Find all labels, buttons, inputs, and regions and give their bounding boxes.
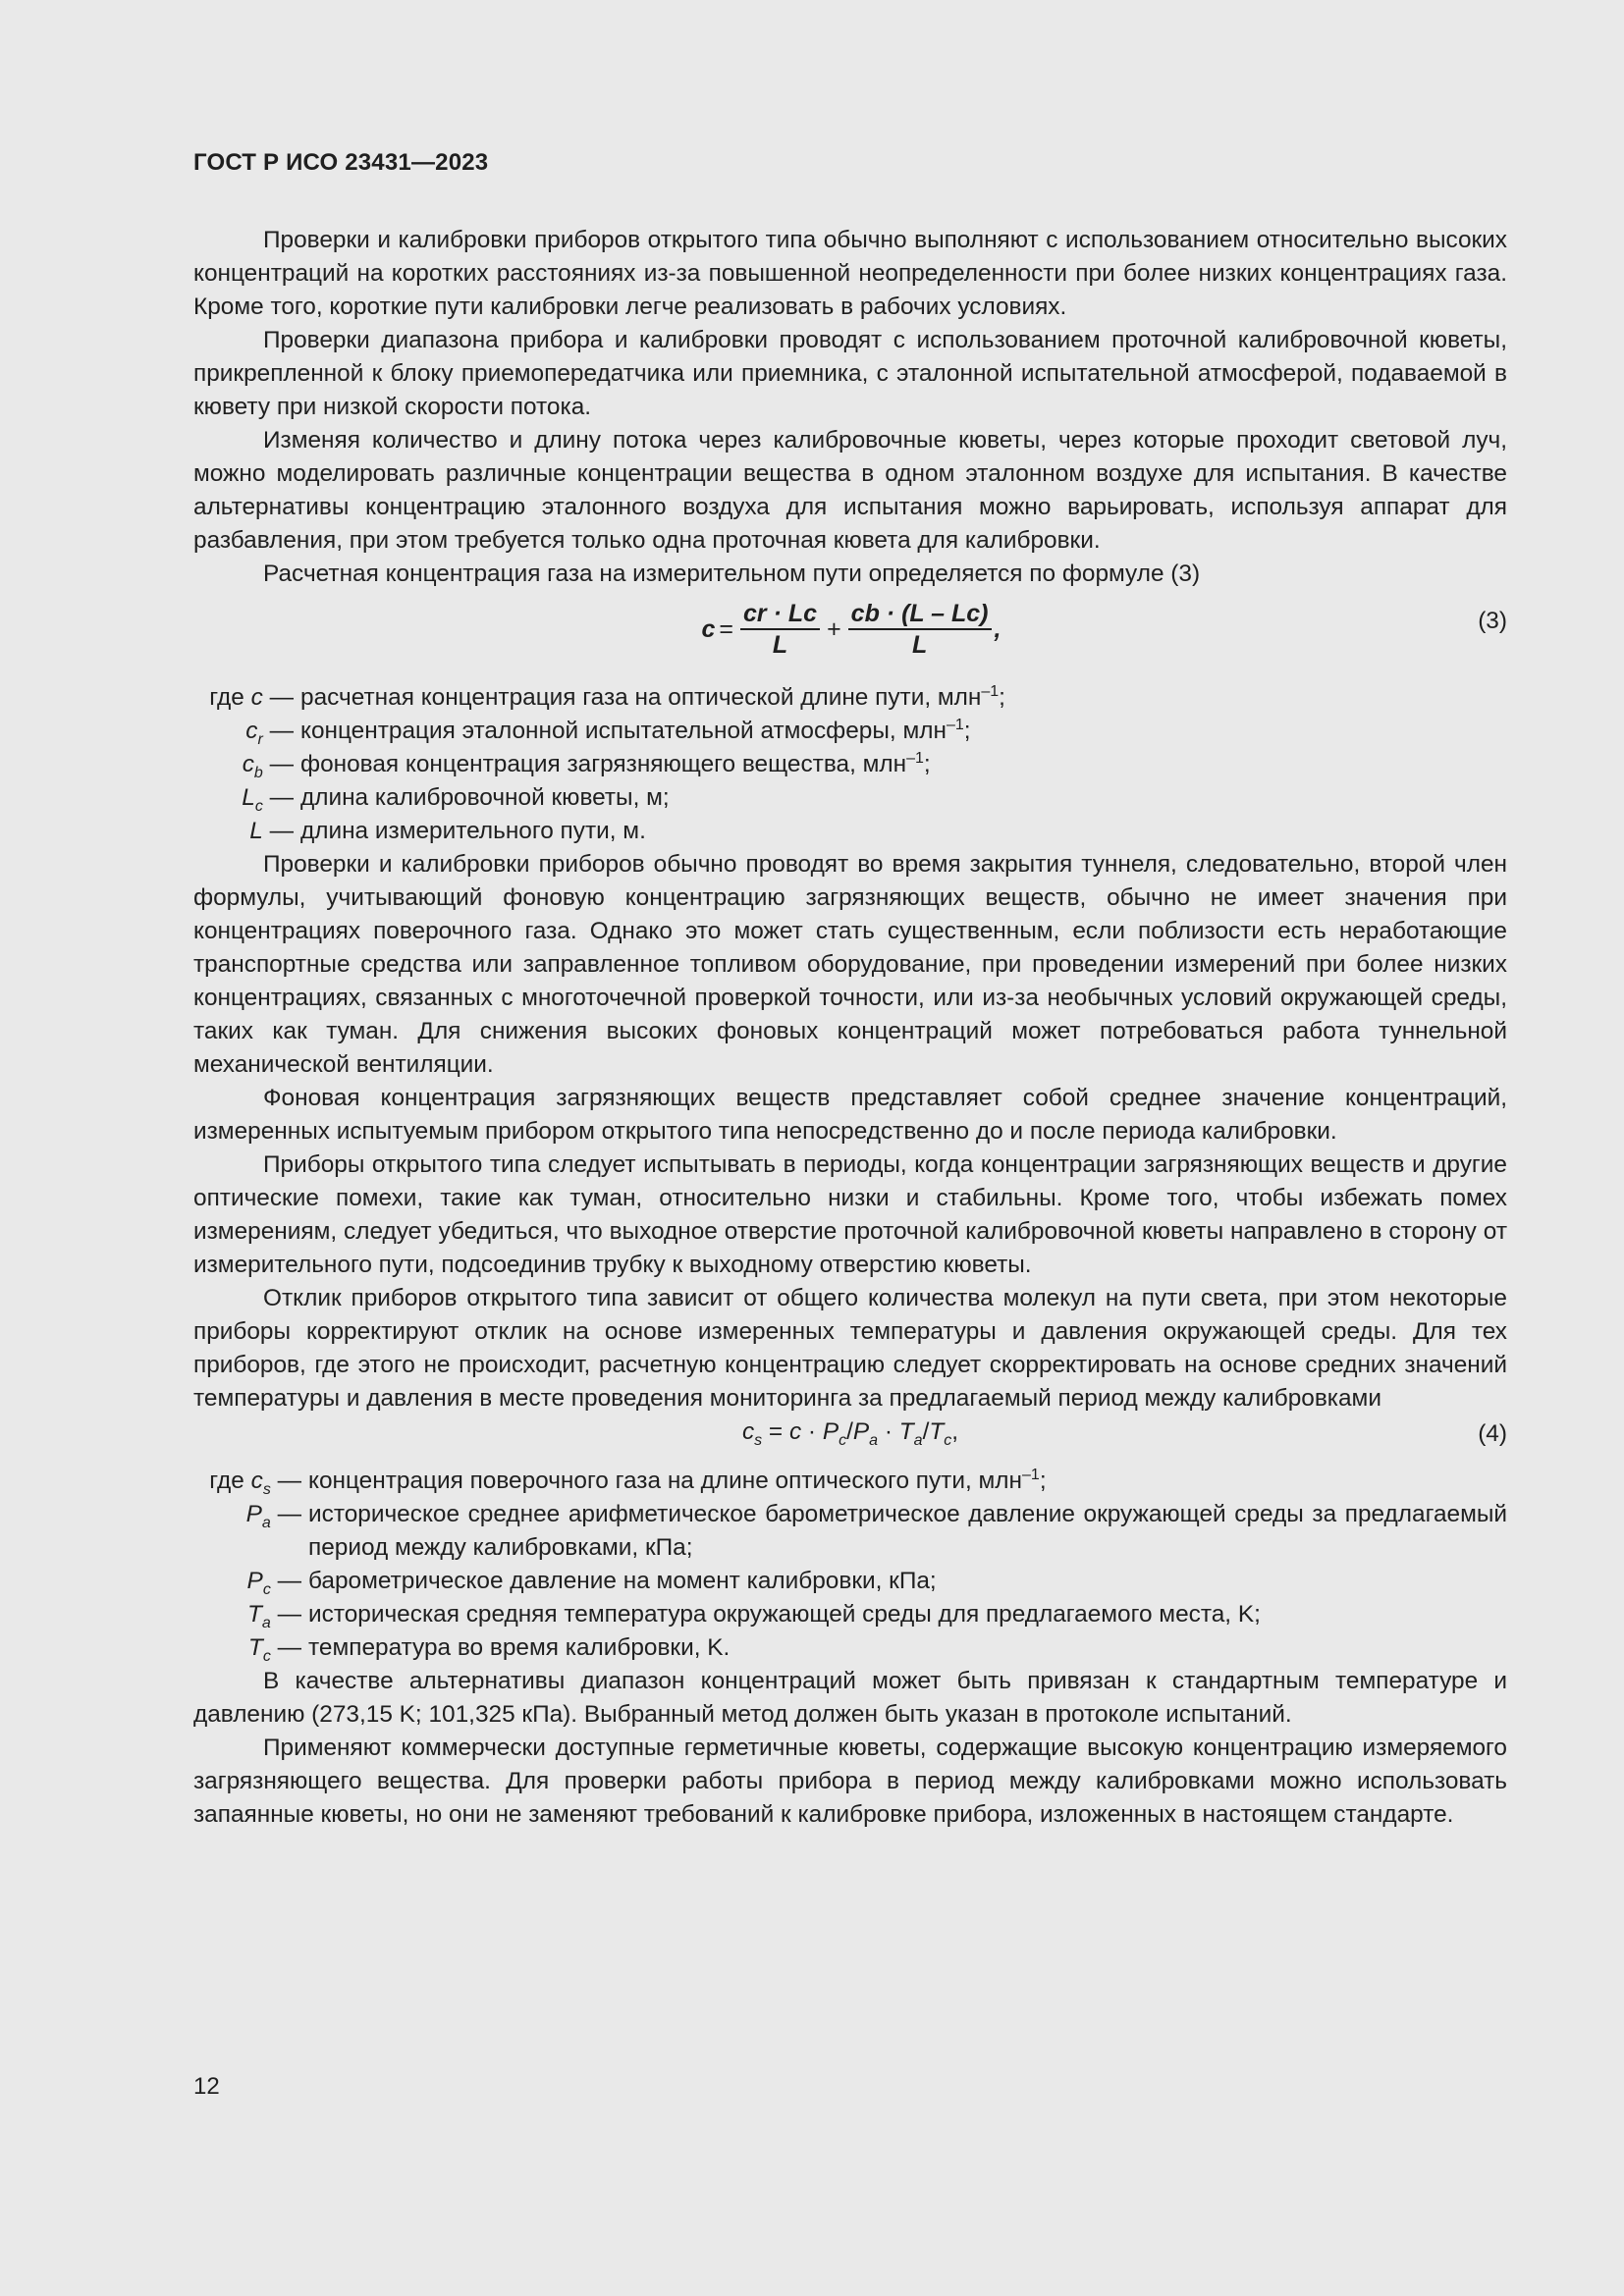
formula-3-fraction-2 bbox=[848, 599, 992, 660]
definition-text bbox=[308, 1598, 1507, 1631]
definition-text bbox=[300, 715, 1507, 748]
formula-3 bbox=[193, 599, 1507, 671]
formula-4-symbol: P bbox=[822, 1418, 839, 1445]
definition-description: температура во время калибровки, K. bbox=[308, 1634, 731, 1661]
definition-variable: L bbox=[249, 818, 263, 844]
paragraph: Изменяя количество и длину потока через калибровочные кюветы, через которые проходит световой луч, можно моделировать различные концентрации вещества в одном эталонном воздухе для испытания. В качестве альтернативы концентрацию эталонного воздуха для испытания можно варьировать, используя аппарат для разбавления, при этом требуется только одна проточная кювета для калибровки. bbox=[193, 427, 1507, 554]
definition-description: длина измерительного пути, м. bbox=[300, 818, 646, 844]
definition-subscript: a bbox=[261, 1614, 271, 1631]
definition-text bbox=[300, 748, 1507, 781]
definition-variable: T bbox=[247, 1634, 263, 1661]
page-body bbox=[193, 224, 1507, 1832]
definition-dash: — bbox=[269, 718, 294, 744]
formula-4-dot: · bbox=[878, 1418, 899, 1445]
definition-variable: L bbox=[242, 784, 255, 811]
formula-4-subscript: s bbox=[754, 1431, 763, 1449]
definition-text bbox=[308, 1565, 1507, 1598]
standard-header: ГОСТ Р ИСО 23431—2023 bbox=[193, 149, 489, 176]
definition-text bbox=[308, 1498, 1507, 1565]
formula-4-definitions bbox=[193, 1465, 1507, 1665]
definition-row bbox=[193, 1631, 1507, 1665]
formula-3-expression bbox=[702, 599, 1001, 660]
definition-symbol bbox=[193, 1465, 308, 1498]
fraction-denominator: L bbox=[911, 631, 928, 659]
formula-3-equals: = bbox=[719, 615, 734, 643]
definition-dash: — bbox=[269, 784, 294, 811]
definition-description: длина калибровочной кюветы, м; bbox=[300, 784, 670, 811]
definition-dash: — bbox=[269, 684, 294, 711]
fraction-numerator: cb · (L – Lc) bbox=[848, 599, 992, 630]
definition-lead: где bbox=[209, 1468, 244, 1494]
definition-row bbox=[193, 748, 1507, 781]
definition-superscript: –1 bbox=[981, 682, 1000, 700]
definition-dash: — bbox=[277, 1601, 301, 1628]
definition-subscript: r bbox=[257, 730, 263, 748]
definition-variable: P bbox=[245, 1501, 262, 1527]
definition-text bbox=[300, 781, 1507, 815]
definition-variable: T bbox=[247, 1601, 262, 1628]
definition-description: барометрическое давление на момент калибровки, кПа; bbox=[308, 1568, 937, 1594]
definition-subscript: c bbox=[254, 797, 263, 815]
definition-row bbox=[193, 1498, 1507, 1565]
formula-4-symbol: P bbox=[852, 1418, 870, 1445]
definition-symbol bbox=[193, 781, 300, 815]
definition-symbol bbox=[193, 815, 300, 848]
definition-variable: c bbox=[245, 718, 258, 744]
formula-4-expression bbox=[741, 1418, 959, 1449]
definition-description: историческая средняя температура окружающей среды для предлагаемого места, K; bbox=[308, 1601, 1261, 1628]
definition-variable: P bbox=[246, 1568, 263, 1594]
definition-symbol bbox=[193, 1631, 308, 1665]
definition-tail: ; bbox=[963, 718, 971, 744]
definition-dash: — bbox=[277, 1634, 301, 1661]
paragraph: Проверки и калибровки приборов открытого типа обычно выполняют с использованием относительно высоких концентраций на коротких расстояниях из-за повышенной неопределенности при более низких концентрациях газа. Кроме того, короткие пути калибровки легче реализовать в рабочих условиях. bbox=[193, 227, 1507, 320]
definition-row bbox=[193, 1598, 1507, 1631]
paragraph: Применяют коммерчески доступные герметичные кюветы, содержащие высокую концентрацию измеряемого загрязняющего вещества. Для проверки работы прибора в период между калибровками можно использовать запаянные кюветы, но они не заменяют требований к калибровке прибора, изложенных в настоящем стандарте. bbox=[193, 1735, 1507, 1828]
paragraph: Проверки и калибровки приборов обычно проводят во время закрытия туннеля, следовательно, второй член формулы, учитывающий фоновую концентрацию загрязняющих веществ, обычно не имеет значения при концентрациях поверочного газа. Однако это может стать существенным, если поблизости есть неработающие транспортные средства или заправленное топливом оборудование, при проведении измерений при более низких концентрациях, связанных с многоточечной проверкой точности, или из-за необычных условий окружающей среды, таких как туман. Для снижения высоких фоновых концентраций может потребоваться работа туннельной механической вентиляции. bbox=[193, 851, 1507, 1078]
definition-symbol bbox=[193, 1598, 308, 1631]
formula-4-subscript: a bbox=[869, 1431, 879, 1449]
definition-dash: — bbox=[277, 1468, 301, 1494]
definition-row bbox=[193, 781, 1507, 815]
formula-3-comma: , bbox=[994, 615, 1001, 643]
formula-3-fraction-1 bbox=[740, 599, 820, 660]
formula-4-symbol: T bbox=[929, 1418, 945, 1445]
definition-subscript: b bbox=[253, 764, 263, 781]
definition-text bbox=[308, 1631, 1507, 1665]
definition-dash: — bbox=[277, 1568, 301, 1594]
definition-variable: c bbox=[250, 1468, 263, 1494]
definition-subscript: c bbox=[262, 1580, 271, 1598]
formula-4-slash: / bbox=[846, 1418, 853, 1445]
definition-dash: — bbox=[269, 818, 294, 844]
definition-symbol bbox=[193, 1498, 308, 1531]
definition-description: концентрация эталонной испытательной атмосферы, млн bbox=[300, 718, 947, 744]
formula-4 bbox=[193, 1415, 1507, 1455]
definition-row bbox=[193, 1565, 1507, 1598]
formula-3-lhs: c bbox=[701, 615, 716, 643]
definition-symbol bbox=[193, 681, 300, 715]
definition-superscript: –1 bbox=[946, 716, 964, 733]
definition-variable: c bbox=[242, 751, 254, 777]
definition-row bbox=[193, 815, 1507, 848]
definition-description: расчетная концентрация газа на оптической длине пути, млн bbox=[300, 684, 982, 711]
formula-4-symbol: c bbox=[788, 1418, 802, 1445]
definition-text bbox=[300, 815, 1507, 848]
definition-tail: ; bbox=[1039, 1468, 1047, 1494]
definition-text bbox=[308, 1465, 1507, 1498]
definition-dash: — bbox=[269, 751, 294, 777]
paragraph: Расчетная концентрация газа на измерительном пути определяется по формуле (3) bbox=[263, 561, 1201, 587]
definition-superscript: –1 bbox=[1022, 1466, 1040, 1483]
paragraph: Отклик приборов открытого типа зависит от общего количества молекул на пути света, при этом некоторые приборы корректируют отклик на основе измеренных температуры и давления окружающей среды. Для тех приборов, где этого не происходит, расчетную концентрацию следует скорректировать на основе средних значений температуры и давления в месте проведения мониторинга за предлагаемый период между калибровками bbox=[193, 1285, 1507, 1412]
definition-subscript: c bbox=[262, 1647, 271, 1665]
page-number: 12 bbox=[193, 2073, 220, 2100]
definition-symbol bbox=[193, 1565, 308, 1598]
definition-lead: где bbox=[209, 684, 244, 711]
paragraph: Приборы открытого типа следует испытывать в периоды, когда концентрации загрязняющих веществ и другие оптические помехи, такие как туман, относительно низки и стабильны. Кроме того, чтобы избежать помех измерениям, следует убедиться, что выходное отверстие проточной калибровочной кюветы направлено в сторону от измерительного пути, подсоединив трубку к выходному отверстию кюветы. bbox=[193, 1151, 1507, 1278]
definition-symbol bbox=[193, 715, 300, 748]
paragraph: Проверки диапазона прибора и калибровки проводят с использованием проточной калибровочной кюветы, прикрепленной к блоку приемопередатчика или приемника, с эталонной испытательной атмосферой, подаваемой в кювету при низкой скорости потока. bbox=[193, 327, 1507, 420]
formula-4-subscript: a bbox=[913, 1431, 923, 1449]
formula-4-slash: / bbox=[922, 1418, 930, 1445]
formula-4-subscript: c bbox=[839, 1431, 847, 1449]
definition-description: фоновая концентрация загрязняющего вещества, млн bbox=[300, 751, 907, 777]
definition-row bbox=[193, 715, 1507, 748]
definition-symbol bbox=[193, 748, 300, 781]
definition-subscript: s bbox=[262, 1480, 271, 1498]
formula-4-symbol: c bbox=[741, 1418, 755, 1445]
formula-4-symbol: T bbox=[898, 1418, 914, 1445]
definition-tail: ; bbox=[923, 751, 931, 777]
formula-4-comma: , bbox=[951, 1418, 959, 1445]
definition-row bbox=[193, 1465, 1507, 1498]
fraction-numerator: cr · Lc bbox=[740, 599, 820, 630]
definition-dash: — bbox=[277, 1501, 301, 1527]
definition-description: концентрация поверочного газа на длине оптического пути, млн bbox=[308, 1468, 1023, 1494]
definition-text bbox=[300, 681, 1507, 715]
formula-4-number: (4) bbox=[1478, 1420, 1507, 1447]
definition-variable: c bbox=[250, 684, 263, 711]
definition-tail: ; bbox=[999, 684, 1005, 711]
formula-4-dot: · bbox=[801, 1418, 823, 1445]
formula-3-plus: + bbox=[827, 615, 841, 643]
formula-4-subscript: c bbox=[944, 1431, 952, 1449]
definition-description: историческое среднее арифметическое барометрическое давление окружающей среды за предлагаемый период между калибровками, кПа; bbox=[308, 1501, 1507, 1561]
paragraph: Фоновая концентрация загрязняющих веществ представляет собой среднее значение концентраций, измеренных испытуемым прибором открытого типа непосредственно до и после периода калибровки. bbox=[193, 1085, 1507, 1145]
definition-subscript: a bbox=[261, 1514, 271, 1531]
formula-3-number: (3) bbox=[1478, 608, 1507, 634]
definition-row bbox=[193, 681, 1507, 715]
fraction-denominator: L bbox=[772, 631, 788, 659]
definition-superscript: –1 bbox=[906, 749, 924, 767]
formula-3-definitions bbox=[193, 681, 1507, 848]
paragraph: В качестве альтернативы диапазон концентраций может быть привязан к стандартным температуре и давлению (273,15 K; 101,325 кПа). Выбранный метод должен быть указан в протоколе испытаний. bbox=[193, 1668, 1507, 1728]
formula-4-equals: = bbox=[762, 1418, 789, 1445]
